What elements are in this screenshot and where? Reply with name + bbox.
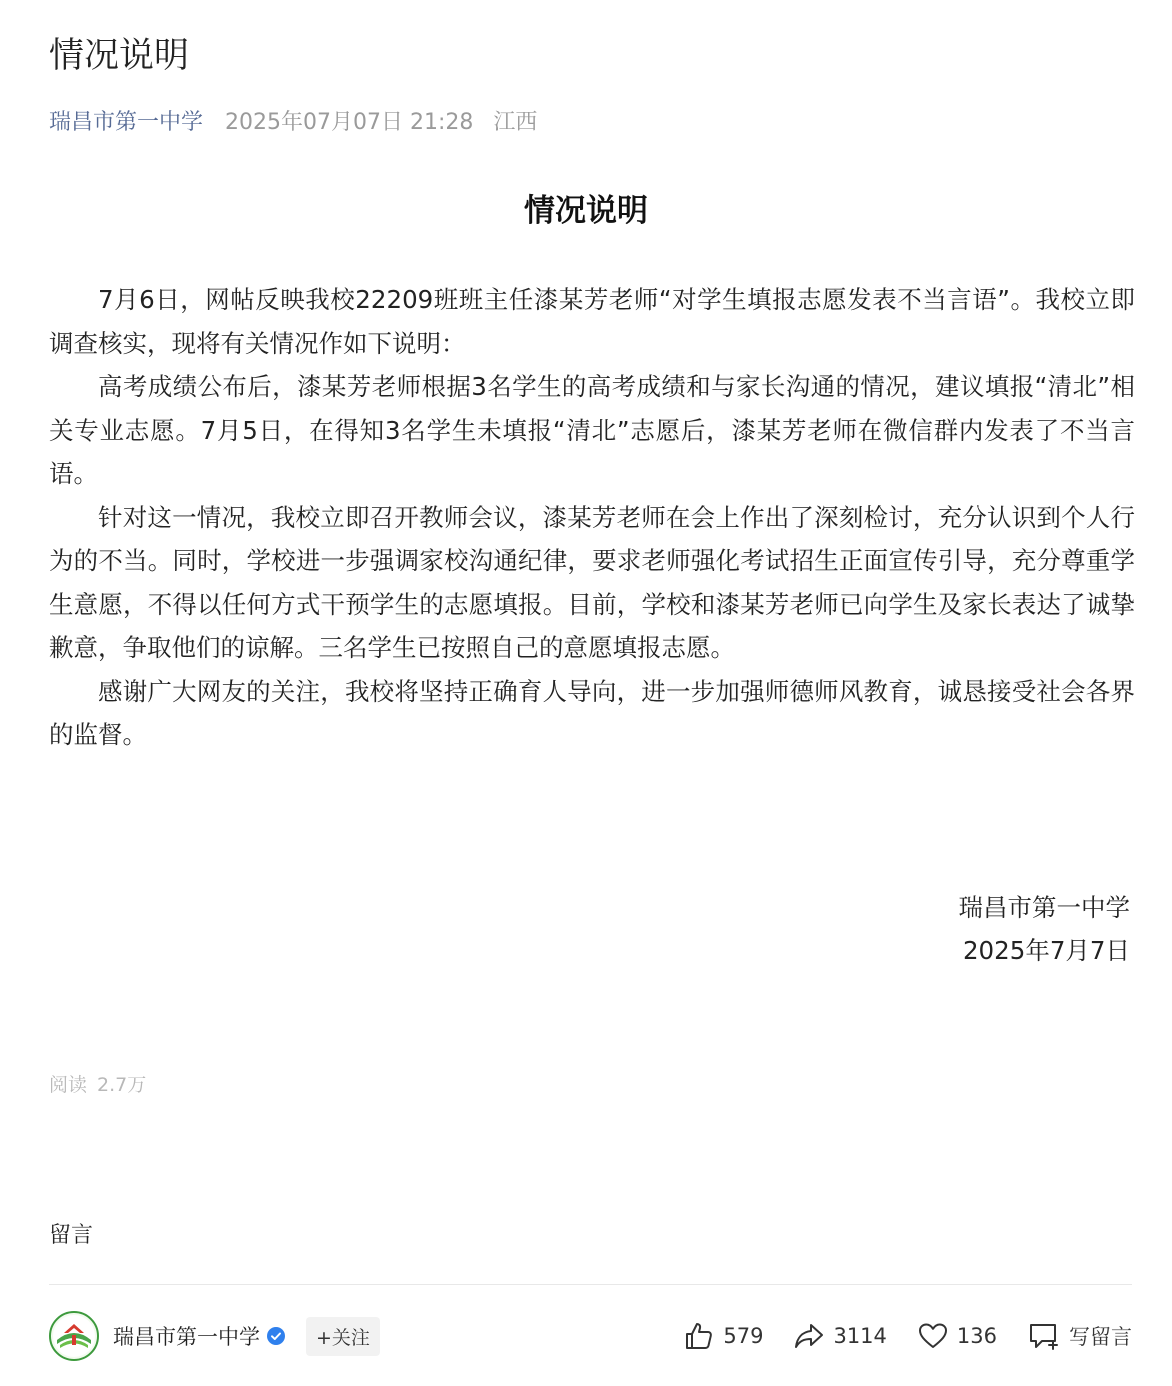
divider	[49, 1284, 1132, 1285]
bottom-bar	[49, 1306, 1132, 1366]
comment-icon	[1027, 1320, 1061, 1352]
action-group	[683, 1320, 1132, 1352]
avatar[interactable]	[49, 1311, 99, 1361]
author-name[interactable]: 瑞昌市第一中学	[113, 1325, 260, 1349]
publish-time: 2025年07月07日 21:28	[225, 109, 474, 135]
share-button[interactable]	[793, 1320, 886, 1352]
favorite-button[interactable]	[917, 1320, 997, 1352]
follow-button[interactable]: +关注	[306, 1317, 380, 1356]
publish-region: 江西	[493, 109, 538, 135]
read-count	[49, 1070, 146, 1097]
share-icon	[793, 1320, 825, 1352]
school-logo-icon	[51, 1313, 97, 1359]
document-title: 情况说明	[524, 193, 648, 229]
paragraph-1: 7月6日，网帖反映我校22209班班主任漆某芳老师“对学生填报志愿发表不当言语”。我校立即调查核实，现将有关情况作如下说明：	[49, 285, 1135, 358]
paragraph-2: 高考成绩公布后，漆某芳老师根据3名学生的高考成绩和与家长沟通的情况，建议填报“清北”相关专业志愿。7月5日，在得知3名学生未填报“清北”志愿后，漆某芳老师在微信群内发表了不当言语。	[49, 372, 1135, 488]
write-comment-label: 写留言	[1069, 1325, 1132, 1349]
verified-badge-icon	[266, 1326, 286, 1346]
paragraph-4: 感谢广大网友的关注，我校将坚持正确育人导向，进一步加强师德师风教育，诚恳接受社会各界的监督。	[49, 676, 1135, 749]
read-value: 2.7万	[97, 1074, 147, 1096]
article-body	[49, 278, 1135, 757]
like-button[interactable]	[683, 1320, 763, 1352]
account-name-link[interactable]: 瑞昌市第一中学	[49, 109, 204, 135]
read-label: 阅读	[49, 1074, 88, 1096]
signature-date: 2025年7月7日	[962, 936, 1130, 965]
share-count: 3114	[833, 1324, 887, 1348]
heart-icon	[917, 1320, 949, 1352]
signature	[959, 886, 1131, 972]
like-count: 579	[723, 1324, 764, 1348]
paragraph-3: 针对这一情况，我校立即召开教师会议，漆某芳老师在会上作出了深刻检讨，充分认识到个人行为的不当。同时，学校进一步强调家校沟通纪律，要求老师强化考试招生正面宣传引导，充分尊重学生意愿，不得以任何方式干预学生的志愿填报。目前，学校和漆某芳老师已向学生及家长表达了诚挚歉意，争取他们的谅解。三名学生已按照自己的意愿填报志愿。	[49, 502, 1135, 662]
article-meta	[49, 102, 537, 138]
write-comment-button[interactable]	[1027, 1320, 1132, 1352]
favorite-count: 136	[956, 1324, 997, 1348]
page-title: 情况说明	[49, 36, 190, 76]
signature-org: 瑞昌市第一中学	[958, 893, 1130, 922]
comments-heading: 留言	[49, 1223, 94, 1248]
thumbs-up-icon	[683, 1320, 715, 1352]
